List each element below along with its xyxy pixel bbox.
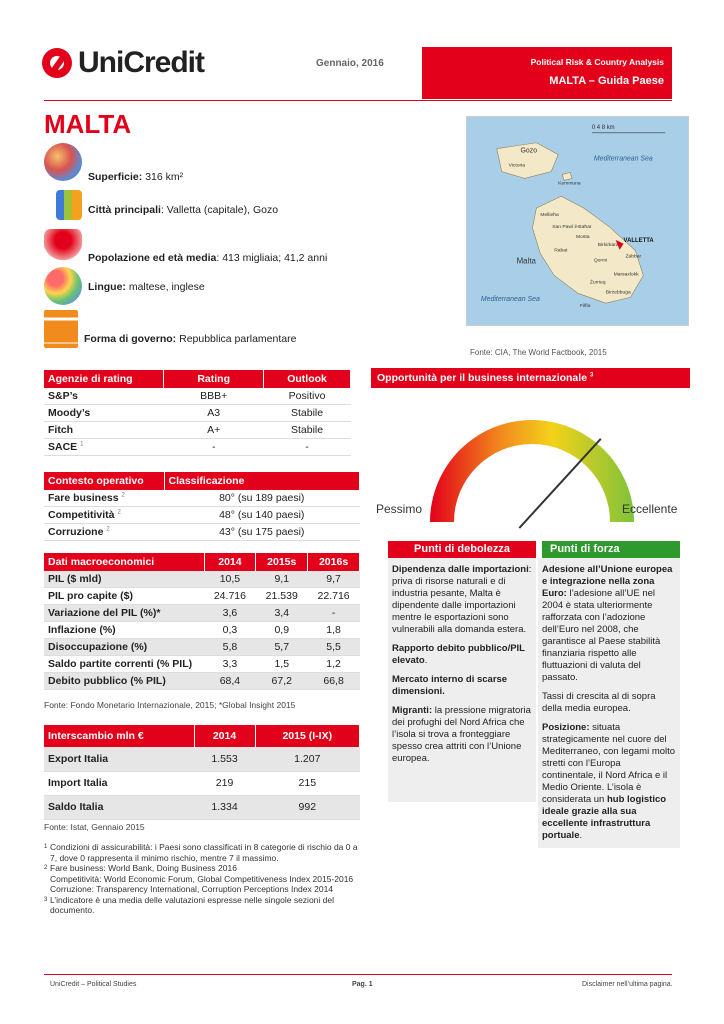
map-label: Mellieħa (540, 213, 559, 219)
strengths-column (538, 558, 680, 848)
trade-label: Saldo Italia (44, 795, 194, 819)
macro-value: 5,5 (308, 639, 360, 656)
rating-value: BBB+ (164, 388, 264, 405)
map-label: VALLETTA (623, 237, 654, 244)
macro-value: 67,2 (256, 673, 308, 690)
map-label: Rabat (554, 248, 568, 254)
opportunity-header (371, 368, 690, 388)
table-row (44, 622, 360, 639)
opportunity-gauge (372, 400, 688, 530)
trade-value: 992 (255, 795, 359, 819)
macro-value: 22.716 (308, 588, 360, 605)
table-row (44, 388, 351, 405)
unicredit-logo (42, 46, 204, 80)
outlook-value: - (264, 439, 351, 456)
map-label: Birkirkara (597, 242, 619, 248)
gauge-needle (519, 439, 601, 528)
table-row (44, 673, 360, 690)
macro-value: 10,5 (204, 571, 256, 588)
map-label: Mediterranean Sea (480, 296, 540, 304)
report-subtitle: MALTA – Guida Paese (549, 75, 664, 87)
context-value: 80° (su 189 paesi) (164, 490, 360, 507)
trade-table (44, 725, 360, 820)
col-header: 2014 (194, 725, 255, 747)
page-number: Pag. 1 (352, 981, 373, 988)
item-text: Tassi di crescita al di sopra della media europea. (542, 691, 656, 714)
fact-value: : Valletta (capitale), Gozo (160, 204, 279, 216)
fact-label: Superficie: (88, 171, 143, 183)
weakness-item (392, 674, 532, 698)
context-value: 43° (su 175 paesi) (164, 524, 360, 541)
fact-value: maltese, inglese (125, 281, 205, 293)
footnote-ref: 2 (121, 492, 125, 499)
language-icon (44, 267, 82, 305)
col-header: Classificazione (164, 472, 360, 490)
footnote (44, 842, 362, 863)
footnote-number: 1 (44, 844, 48, 850)
footnote-text: Condizioni di assicurabilità: i Paesi sono classificati in 8 categorie di rischio da 0 a 7, dove 0 rappresenta il minimo rischio, mentre 7 il massimo. (50, 842, 358, 863)
weakness-item (392, 705, 532, 765)
trade-value: 219 (194, 771, 255, 795)
footnote (44, 895, 362, 916)
context-value: 48° (su 140 paesi) (164, 507, 360, 524)
macro-value: 3,6 (204, 605, 256, 622)
fact-value: Repubblica parlamentare (176, 333, 297, 345)
globe-icon (44, 143, 82, 181)
map-label: Qormi (593, 258, 608, 264)
macro-value: 24.716 (204, 588, 256, 605)
macro-label: Disoccupazione (%) (44, 639, 204, 656)
map-label: Żurrieq (589, 280, 606, 286)
footer-right: Disclaimer nell’ultima pagina. (582, 981, 673, 988)
strengths-header: Punti di forza (542, 541, 680, 558)
gauge-high-label: Eccellente (622, 502, 678, 516)
map-label: Mediterranean Sea (593, 155, 653, 163)
col-header: 2016s (308, 553, 360, 571)
item-highlight: hub logistico ideale grazie alla sua eccellente infrastruttura portuale (542, 794, 667, 841)
rating-table (44, 370, 351, 456)
macro-value: 5,8 (204, 639, 256, 656)
macro-value: 9,7 (308, 571, 360, 588)
table-row (44, 656, 360, 673)
context-label: Competitività (48, 509, 115, 521)
macro-label: Debito pubblico (% PIL) (44, 673, 204, 690)
macro-value: 3,4 (256, 605, 308, 622)
footnote-ref: 1 (80, 441, 84, 448)
trade-value: 1.334 (194, 795, 255, 819)
macro-value: 68,4 (204, 673, 256, 690)
fact-population (44, 229, 327, 267)
item-text: la pressione migratoria dei profughi del Nord Africa che l’isola si trova a fronteggiare spesso crea attriti con l’Unione europea. (392, 705, 531, 764)
footnote-ref: 2 (106, 526, 110, 533)
col-header: Agenzie di rating (44, 370, 164, 388)
table-row (44, 571, 360, 588)
footnote-ref: 3 (589, 372, 594, 379)
fact-label: Forma di governo: (84, 333, 177, 345)
table-row (44, 588, 360, 605)
unicredit-logo-icon (42, 48, 72, 78)
strength-item (542, 691, 676, 715)
table-row (44, 524, 360, 541)
col-header: Contesto operativo (44, 472, 164, 490)
trade-value: 1.207 (255, 747, 359, 771)
people-icon (44, 229, 82, 267)
macro-label: PIL pro capite ($) (44, 588, 204, 605)
table-row (44, 422, 351, 439)
col-header: 2015 (I-IX) (255, 725, 359, 747)
header-divider (44, 100, 672, 101)
fact-value: : 413 migliaia; 41,2 anni (216, 252, 328, 264)
context-table (44, 472, 360, 541)
agency-name: S&P’s (48, 390, 78, 402)
fact-government (44, 310, 296, 348)
outlook-value: Stabile (264, 405, 351, 422)
macro-value: 21.539 (256, 588, 308, 605)
footnote-number: 3 (44, 896, 48, 903)
macro-label: PIL ($ mld) (44, 571, 204, 588)
item-text: . (579, 830, 583, 841)
context-label: Fare business (48, 492, 119, 504)
trade-label: Import Italia (44, 771, 194, 795)
map-label: Filfla (579, 304, 591, 310)
map-label: Malta (516, 256, 536, 266)
trade-value: 1.553 (194, 747, 255, 771)
map-label: Mosta (576, 234, 590, 240)
table-row (44, 490, 360, 507)
table-row (44, 771, 360, 795)
col-header: 2014 (204, 553, 256, 571)
item-text: : priva di risorse naturali e di industria pesante, Malta è dipendente dalle importazioni mentre le esportazioni sono vulnerabili alla domanda estera. (392, 564, 532, 635)
item-text: . (424, 655, 428, 666)
rating-value: A3 (164, 405, 264, 422)
map-label: Żabbar (625, 254, 642, 260)
fact-value: 316 km² (145, 171, 184, 183)
footnote-text: L’indicatore è una media delle valutazioni espresse nelle singole sezioni del documento. (50, 894, 334, 915)
malta-map (466, 116, 689, 326)
table-row (44, 605, 360, 622)
item-heading: Adesione all’Unione europea e integrazione nella zona Euro: (542, 564, 673, 599)
footnote (44, 863, 362, 895)
col-header: Outlook (264, 370, 351, 388)
item-heading: Mercato interno di scarse dimensioni. (392, 674, 508, 697)
rating-value: A+ (164, 422, 264, 439)
fact-languages (44, 267, 205, 305)
item-heading: Rapporto debito pubblico/PIL elevato (392, 643, 525, 666)
weakness-item (392, 643, 532, 667)
map-label: Birżebbuġa (605, 290, 631, 296)
trade-value: 215 (255, 771, 359, 795)
macro-value: 3,3 (204, 656, 256, 673)
outlook-value: Positivo (264, 388, 351, 405)
map-scale: 0 4 8 km (591, 124, 615, 131)
macro-value: 1,8 (308, 622, 360, 639)
header-banner (422, 47, 672, 99)
fact-cities (56, 190, 278, 220)
macro-source: Fonte: Fondo Monetario Internazionale, 2015; *Global Insight 2015 (44, 700, 296, 710)
macro-table (44, 553, 360, 690)
item-heading: Dipendenza dalle importazioni (392, 564, 529, 575)
map-label: Marsaxlokk (613, 272, 639, 278)
agency-name: Moody’s (48, 407, 91, 419)
item-heading: Posizione: (542, 722, 590, 733)
map-source: Fonte: CIA, The World Factbook, 2015 (470, 348, 607, 357)
footnote-text: Competitività: World Economic Forum, Global Competitiveness Index 2015-2016 (50, 873, 354, 884)
macro-value: 1,5 (256, 656, 308, 673)
macro-label: Inflazione (%) (44, 622, 204, 639)
table-row (44, 747, 360, 771)
gauge-low-label: Pessimo (376, 502, 423, 516)
fact-label: Città principali (88, 204, 161, 216)
footer-divider (44, 974, 672, 975)
macro-label: Saldo partite correnti (% PIL) (44, 656, 204, 673)
map-label: Kemmuna (558, 181, 581, 187)
agency-name: SACE (48, 441, 78, 453)
table-row (44, 405, 351, 422)
malta-map-drawing (467, 117, 688, 325)
macro-value: 0,9 (256, 622, 308, 639)
map-label: Gozo (520, 147, 538, 155)
footnote-number: 2 (44, 865, 48, 871)
table-row (44, 439, 351, 456)
weakness-item (392, 564, 532, 636)
page-title: MALTA (44, 109, 132, 139)
weaknesses-header: Punti di debolezza (388, 541, 536, 558)
col-header: 2015s (256, 553, 308, 571)
macro-value: 5,7 (256, 639, 308, 656)
trade-source: Fonte: Istat, Gennaio 2015 (44, 822, 145, 832)
strength-item (542, 722, 676, 842)
footnote-ref: 2 (117, 509, 121, 516)
rating-value: - (164, 439, 264, 456)
footer-left: UniCredit – Political Studies (50, 981, 137, 988)
fact-label: Lingue: (88, 281, 126, 293)
footnote-text: Corruzione: Transparency International, Corruption Perceptions Index 2014 (50, 884, 334, 894)
brand-name: UniCredit (78, 46, 204, 79)
map-label: Victoria (508, 163, 526, 169)
outlook-value: Stabile (264, 422, 351, 439)
table-row (44, 507, 360, 524)
table-row (44, 795, 360, 819)
col-header: Rating (164, 370, 264, 388)
item-text: situata strategicamente nel cuore del Mediterraneo, con legami molto stretti con l’Europa continentale, il Nord Africa e il Medio Oriente. L’isola è considerata un (542, 722, 676, 805)
col-header: Interscambio mln € (44, 725, 194, 747)
macro-value: 66,8 (308, 673, 360, 690)
item-text: l’adesione all’UE nel 2004 è stata ulteriormente rafforzata con l’adozione dell’Euro nel 2008, che garantisce al Paese stabilità finanziaria rispetto alle fluttuazioni di valuta del passato. (542, 588, 661, 683)
report-series: Political Risk & Country Analysis (530, 57, 664, 67)
government-icon (44, 310, 78, 348)
macro-value: 0,3 (204, 622, 256, 639)
weaknesses-column (388, 558, 536, 802)
footnotes (44, 842, 362, 916)
macro-value: 9,1 (256, 571, 308, 588)
table-row (44, 639, 360, 656)
item-heading: Migranti: (392, 705, 433, 716)
opportunity-title: Opportunità per il business internazionale (377, 372, 588, 384)
trade-label: Export Italia (44, 747, 194, 771)
fact-label: Popolazione ed età media (88, 252, 217, 264)
context-label: Corruzione (48, 526, 104, 538)
fact-area (44, 141, 183, 183)
macro-label: Variazione del PIL (%)* (44, 605, 204, 622)
city-icon (56, 190, 82, 220)
macro-value: 1,2 (308, 656, 360, 673)
gauge-arc (430, 420, 634, 522)
col-header: Dati macroeconomici (44, 553, 204, 571)
agency-name: Fitch (48, 424, 74, 436)
report-date: Gennaio, 2016 (316, 58, 384, 69)
macro-value: - (308, 605, 360, 622)
footnote-text: Fare business: World Bank, Doing Business 2016 (50, 863, 237, 873)
strength-item (542, 564, 676, 684)
map-label: San Pawl il-Baħar (552, 224, 592, 230)
